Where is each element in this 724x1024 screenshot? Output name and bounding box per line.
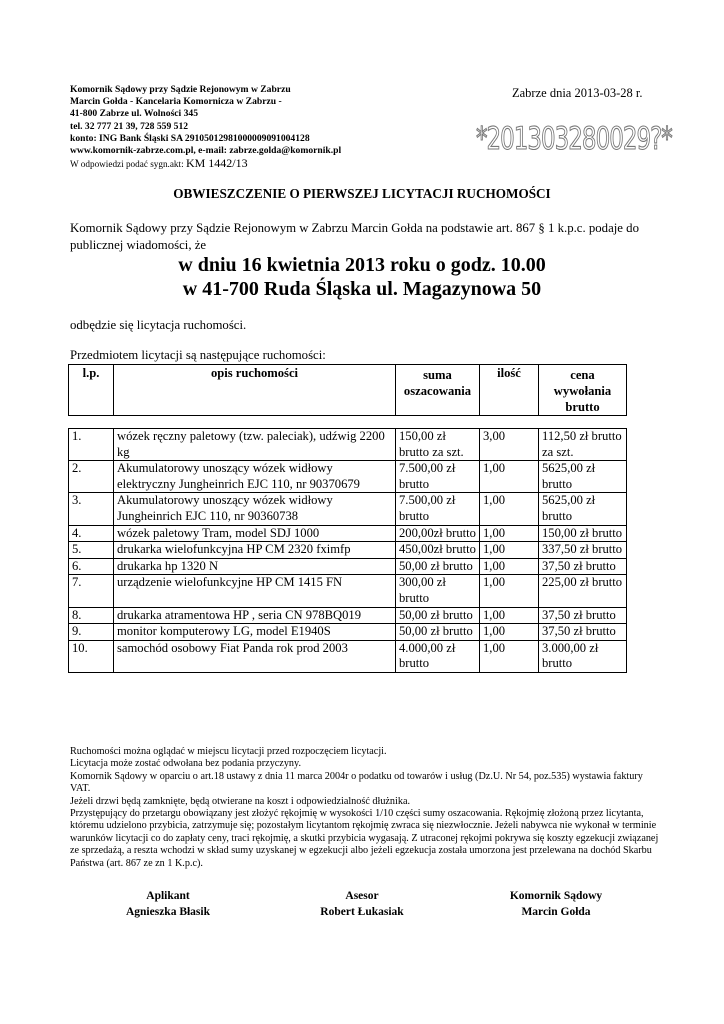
header-line: konto: ING Bank Śląski SA 29105012981000009091004128 <box>70 132 310 144</box>
header-line: tel. 32 777 21 39, 728 559 512 <box>70 120 189 132</box>
item-estimate: 50,00 zł brutto <box>396 558 480 575</box>
subject-intro: Przedmiotem licytacji są następujące ruchomości: <box>70 348 326 362</box>
header-line: Marcin Gołda - Kancelaria Komornicza w Zabrzu - <box>70 96 282 108</box>
item-price: 337,50 zł brutto <box>539 542 627 559</box>
case-reference-value: KM 1442/13 <box>185 156 248 171</box>
item-price: 37,50 zł brutto <box>539 624 627 641</box>
item-estimate: 300,00 zł brutto <box>396 575 480 607</box>
signature-role: Aplikant <box>146 890 190 902</box>
item-lp: 2. <box>69 461 114 493</box>
auction-date-line: w dniu 16 kwietnia 2013 roku o godz. 10.00 <box>178 254 546 276</box>
item-price: 5625,00 zł brutto <box>539 493 627 525</box>
signature-name: Marcin Gołda <box>521 906 591 918</box>
signature-role: Asesor <box>345 890 379 902</box>
item-quantity: 3,00 <box>480 429 539 461</box>
item-description: wózek paletowy Tram, model SDJ 1000 <box>114 525 396 542</box>
items-header-table <box>68 364 627 416</box>
note-line: Przystępujący do przetargu obowiązany jest złożyć rękojmię w wysokości 1/10 części sumy oszacowania. Rękojmię złożoną przez licytanta, któremu udzielono przybicia, zatrzymuje się; pozostałym licytantom rękojmię zwraca się niezwłocznie. Jeżeli nabywca nie wykonał w terminie warunków licytacji co do zapłaty ceny, traci rękojmię, a skutki przybicia wygasają. Z utraconej rękojmi pokrywa się koszty egzekucji związanej ze sprzedażą, a reszta wchodzi w skład sumy uzyskanej w egzekucji albo jeżeli egzekucja została umorzona jest przelewana na dochód Skarbu Państwa (art. 867 ze zn 1 K.p.c). <box>70 808 659 869</box>
item-price: 37,50 zł brutto <box>539 607 627 624</box>
item-quantity: 1,00 <box>480 607 539 624</box>
item-quantity: 1,00 <box>480 542 539 559</box>
item-lp: 5. <box>69 542 114 559</box>
item-lp: 7. <box>69 575 114 607</box>
item-estimate: 450,00zł brutto <box>396 542 480 559</box>
item-lp: 9. <box>69 624 114 641</box>
item-price: 112,50 zł brutto za szt. <box>539 429 627 461</box>
item-lp: 8. <box>69 607 114 624</box>
document-title: OBWIESZCZENIE O PIERWSZEJ LICYTACJI RUCHOMOŚCI <box>173 186 551 201</box>
header-opis: opis ruchomości <box>114 365 396 416</box>
item-estimate: 4.000,00 zł brutto <box>396 640 480 672</box>
notes-section <box>70 746 660 870</box>
item-description: drukarka wielofunkcyjna HP CM 2320 fximfp <box>114 542 396 559</box>
item-quantity: 1,00 <box>480 624 539 641</box>
item-price: 150,00 zł brutto <box>539 525 627 542</box>
header-cena: cena wywołania brutto <box>539 365 627 416</box>
item-lp: 1. <box>69 429 114 461</box>
item-estimate: 200,00zł brutto <box>396 525 480 542</box>
table-row <box>69 640 627 672</box>
table-row <box>69 429 627 461</box>
header-line: Komornik Sądowy przy Sądzie Rejonowym w Zabrzu <box>70 84 291 95</box>
item-description: urządzenie wielofunkcyjne HP CM 1415 FN <box>114 575 396 607</box>
item-estimate: 7.500,00 zł brutto <box>396 493 480 525</box>
auction-statement: odbędzie się licytacja ruchomości. <box>70 318 247 332</box>
item-quantity: 1,00 <box>480 575 539 607</box>
items-table <box>68 428 627 673</box>
signature-role: Komornik Sądowy <box>509 890 603 902</box>
note-line: Komornik Sądowy w oparciu o art.18 ustawy z dnia 11 marca 2004r o podatku od towarów i usług (Dz.U. Nr 54, poz.535) wystawia faktury VAT. <box>70 770 643 795</box>
item-price: 3.000,00 zł brutto <box>539 640 627 672</box>
note-line: Ruchomości można oglądać w miejscu licytacji przed rozpoczęciem licytacji. <box>70 746 387 757</box>
table-row <box>69 624 627 641</box>
header-lp: l.p. <box>69 365 114 416</box>
item-estimate: 150,00 zł brutto za szt. <box>396 429 480 461</box>
header-suma: suma oszacowania <box>396 365 480 416</box>
item-quantity: 1,00 <box>480 493 539 525</box>
table-row <box>69 607 627 624</box>
item-price: 5625,00 zł brutto <box>539 461 627 493</box>
table-row <box>69 493 627 525</box>
item-estimate: 50,00 zł brutto <box>396 624 480 641</box>
case-reference <box>70 157 341 170</box>
table-header-row <box>69 365 627 416</box>
barcode-number: *201303280029?* <box>476 122 672 158</box>
signature-name: Agnieszka Błasik <box>125 906 211 918</box>
table-row <box>69 575 627 607</box>
table-row <box>69 525 627 542</box>
note-line: Jeżeli drzwi będą zamknięte, będą otwierane na koszt i odpowiedzialność dłużnika. <box>70 795 411 807</box>
item-lp: 6. <box>69 558 114 575</box>
header-line: www.komornik-zabrze.com.pl, e-mail: zabrze.golda@komornik.pl <box>70 145 342 157</box>
item-description: Akumulatorowy unoszący wózek widłowy Jungheinrich EJC 110, nr 90360738 <box>114 493 396 525</box>
item-price: 37,50 zł brutto <box>539 558 627 575</box>
signature-komornik <box>466 888 646 920</box>
item-description: monitor komputerowy LG, model E1940S <box>114 624 396 641</box>
note-line: Licytacja może zostać odwołana bez podania przyczyny. <box>70 758 301 770</box>
item-description: drukarka hp 1320 N <box>114 558 396 575</box>
item-estimate: 7.500,00 zł brutto <box>396 461 480 493</box>
table-row <box>69 461 627 493</box>
signature-aplikant <box>78 888 258 920</box>
signature-asesor <box>272 888 452 920</box>
header-ilosc: ilość <box>480 365 539 416</box>
item-quantity: 1,00 <box>480 558 539 575</box>
intro-paragraph: Komornik Sądowy przy Sądzie Rejonowym w Zabrzu Marcin Gołda na podstawie art. 867 § 1 k.p.c. podaje do publicznej wiadomości, że <box>70 221 639 252</box>
item-description: drukarka atramentowa HP , seria CN 978BQ019 <box>114 607 396 624</box>
item-description: Akumulatorowy unoszący wózek widłowy elektryczny Jungheinrich EJC 110, nr 90370679 <box>114 461 396 493</box>
item-lp: 4. <box>69 525 114 542</box>
item-price: 225,00 zł brutto <box>539 575 627 607</box>
office-header <box>70 84 341 170</box>
header-line: 41-800 Zabrze ul. Wolności 345 <box>70 108 199 120</box>
item-quantity: 1,00 <box>480 525 539 542</box>
auction-address-line: w 41-700 Ruda Śląska ul. Magazynowa 50 <box>182 278 542 300</box>
item-lp: 10. <box>69 640 114 672</box>
signature-name: Robert Łukasiak <box>320 906 404 918</box>
item-estimate: 50,00 zł brutto <box>396 607 480 624</box>
item-description: wózek ręczny paletowy (tzw. paleciak), udźwig 2200 kg <box>114 429 396 461</box>
table-row <box>69 558 627 575</box>
item-lp: 3. <box>69 493 114 525</box>
item-description: samochód osobowy Fiat Panda rok prod 2003 <box>114 640 396 672</box>
item-quantity: 1,00 <box>480 461 539 493</box>
item-quantity: 1,00 <box>480 640 539 672</box>
case-reference-label: W odpowiedzi podać sygn.akt: <box>70 159 184 170</box>
table-row <box>69 542 627 559</box>
document-date: Zabrze dnia 2013-03-28 r. <box>512 86 643 100</box>
